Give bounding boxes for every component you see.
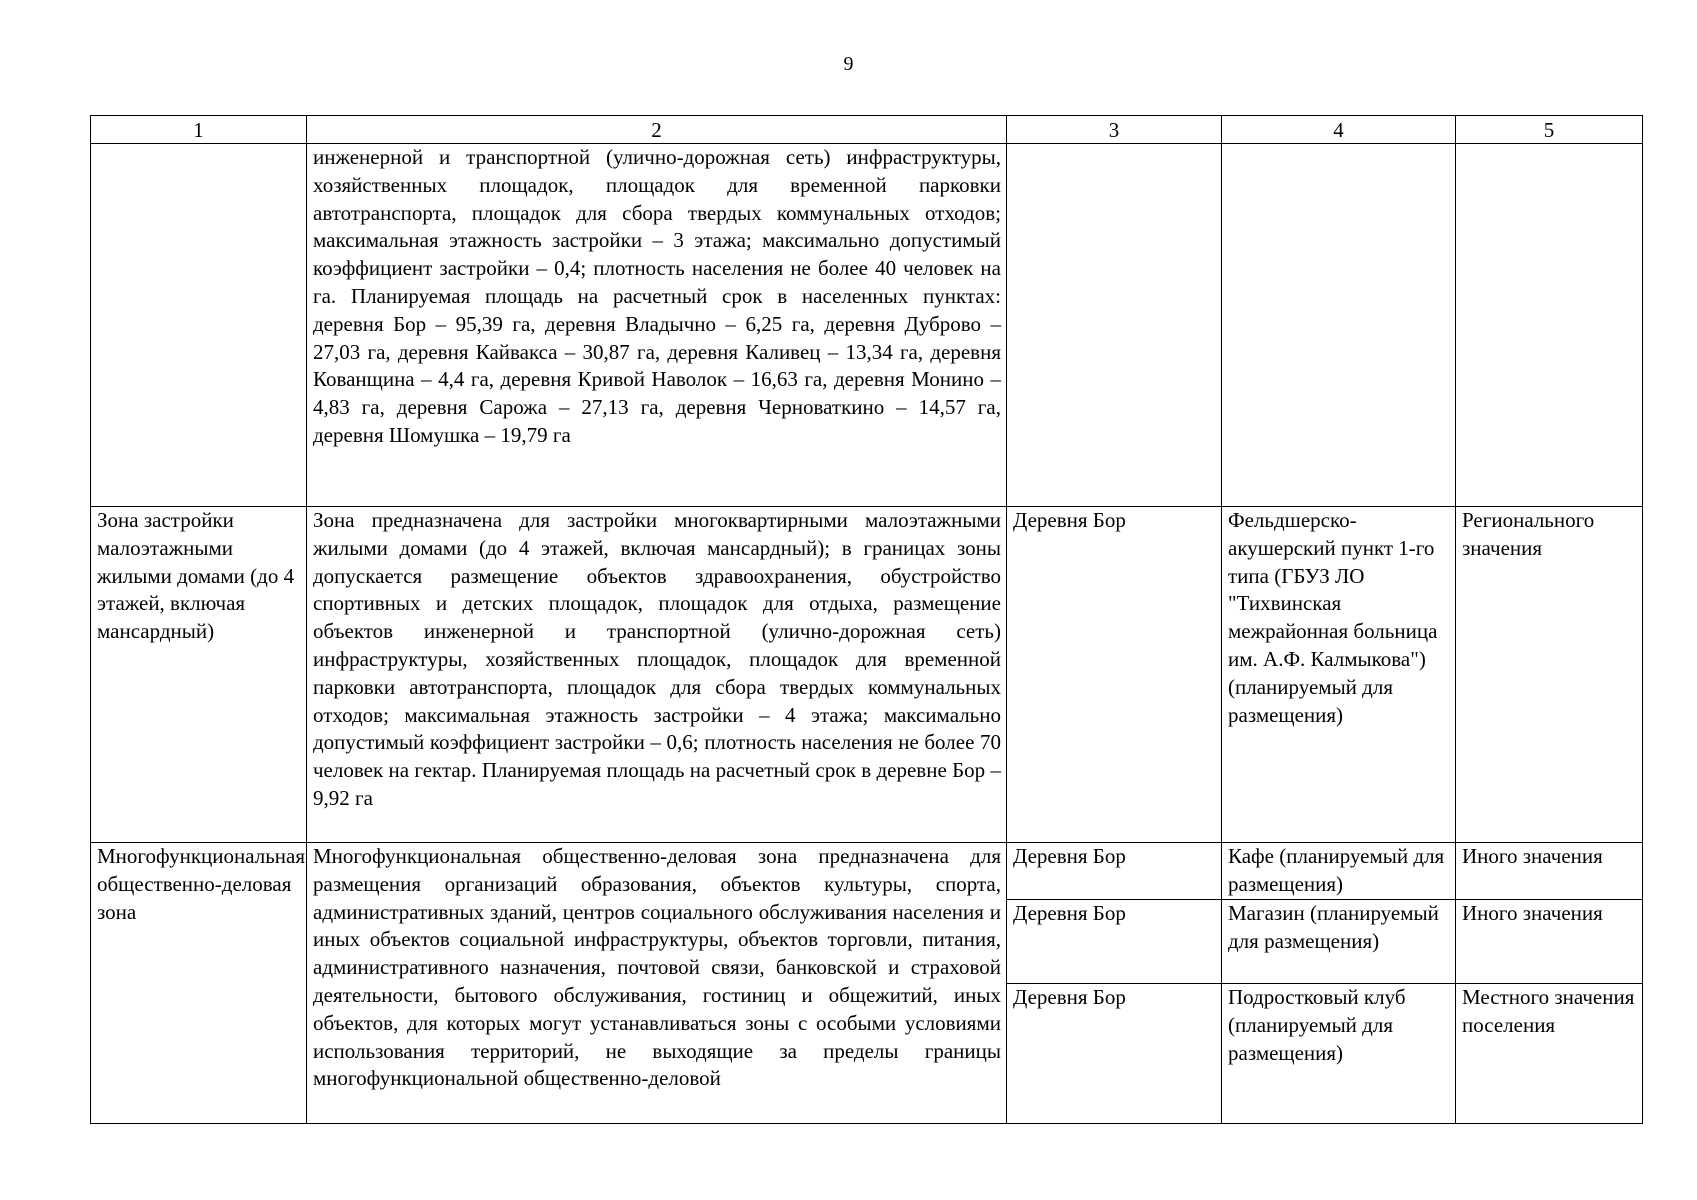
- table-header-row: [91, 116, 1643, 144]
- zone-description: Зона предназначена для застройки многоквартирными малоэтажными жилыми домами (до 4 этажей, включая мансардный); в границах зоны допускается размещение объектов здравоохранения, обустройство спортивных и детских площадок, площадок для отдыха, размещение объектов инженерной и транспортной (улично-дорожная сеть) инфраструктуры, хозяйственных площадок, площадок для временной парковки автотранспорта, площадок для сбора твердых коммунальных отходов; максимальная этажность застройки – 4 этажа; максимально допустимый коэффициент застройки – 0,6; плотность населения не более 70 человек на гектар. Планируемая площадь на расчетный срок в деревне Бор – 9,92 га: [307, 507, 1007, 843]
- location-cell-empty: [1007, 144, 1222, 507]
- column-header-5: 5: [1456, 116, 1643, 144]
- zone-name: Зона застройки малоэтажными жилыми домами (до 4 этажей, включая мансардный): [91, 507, 307, 843]
- table-row-multifunctional-1: [91, 843, 1643, 900]
- zone-description: Многофункциональная общественно-деловая зона предназначена для размещения организаций образования, объектов культуры, спорта, административных зданий, центров социального обслуживания населения и иных объектов социальной инфраструктуры, объектов торговли, питания, административного назначения, почтовой связи, банковской и страховой деятельности, бытового обслуживания, гостиниц и общежитий, иных объектов, для которых могут устанавливаться зоны с особыми условиями использования территорий, не выходящие за пределы границы многофункциональной общественно-деловой: [307, 843, 1007, 1124]
- significance: Регионального значения: [1456, 507, 1643, 843]
- column-header-3: 3: [1007, 116, 1222, 144]
- planned-object: Магазин (планируемый для размещения): [1222, 900, 1456, 984]
- object-cell-empty: [1222, 144, 1456, 507]
- location: Деревня Бор: [1007, 507, 1222, 843]
- planned-object: Кафе (планируемый для размещения): [1222, 843, 1456, 900]
- zone-name: Многофункциональная общественно-деловая зона: [91, 843, 307, 1124]
- significance: Иного значения: [1456, 843, 1643, 900]
- table-row-lowrise-zone: [91, 507, 1643, 843]
- table-row-continuation: [91, 144, 1643, 507]
- column-header-4: 4: [1222, 116, 1456, 144]
- zones-table: [90, 115, 1643, 1124]
- column-header-1: 1: [91, 116, 307, 144]
- page-number: 9: [843, 53, 854, 75]
- column-header-2: 2: [307, 116, 1007, 144]
- location: Деревня Бор: [1007, 900, 1222, 984]
- significance: Иного значения: [1456, 900, 1643, 984]
- significance: Местного значения поселения: [1456, 984, 1643, 1124]
- planned-object: Подростковый клуб (планируемый для размещения): [1222, 984, 1456, 1124]
- planned-object: Фельдшерско-акушерский пункт 1-го типа (ГБУЗ ЛО "Тихвинская межрайонная больница им. А.Ф. Калмыкова") (планируемый для размещения): [1222, 507, 1456, 843]
- zone-description: инженерной и транспортной (улично-дорожная сеть) инфраструктуры, хозяйственных площадок, площадок для временной парковки автотранспорта, площадок для сбора твердых коммунальных отходов; максимальная этажность застройки – 3 этажа; максимально допустимый коэффициент застройки – 0,4; плотность населения не более 40 человек на га. Планируемая площадь на расчетный срок в населенных пунктах: деревня Бор – 95,39 га, деревня Владычно – 6,25 га, деревня Дуброво – 27,03 га, деревня Кайвакса – 30,87 га, деревня Каливец – 13,34 га, деревня Кованщина – 4,4 га, деревня Кривой Наволок – 16,63 га, деревня Монино – 4,83 га, деревня Сарожа – 27,13 га, деревня Черноваткино – 14,57 га, деревня Шомушка – 19,79 га: [307, 144, 1007, 507]
- zone-cell-empty: [91, 144, 307, 507]
- location: Деревня Бор: [1007, 984, 1222, 1124]
- location: Деревня Бор: [1007, 843, 1222, 900]
- significance-cell-empty: [1456, 144, 1643, 507]
